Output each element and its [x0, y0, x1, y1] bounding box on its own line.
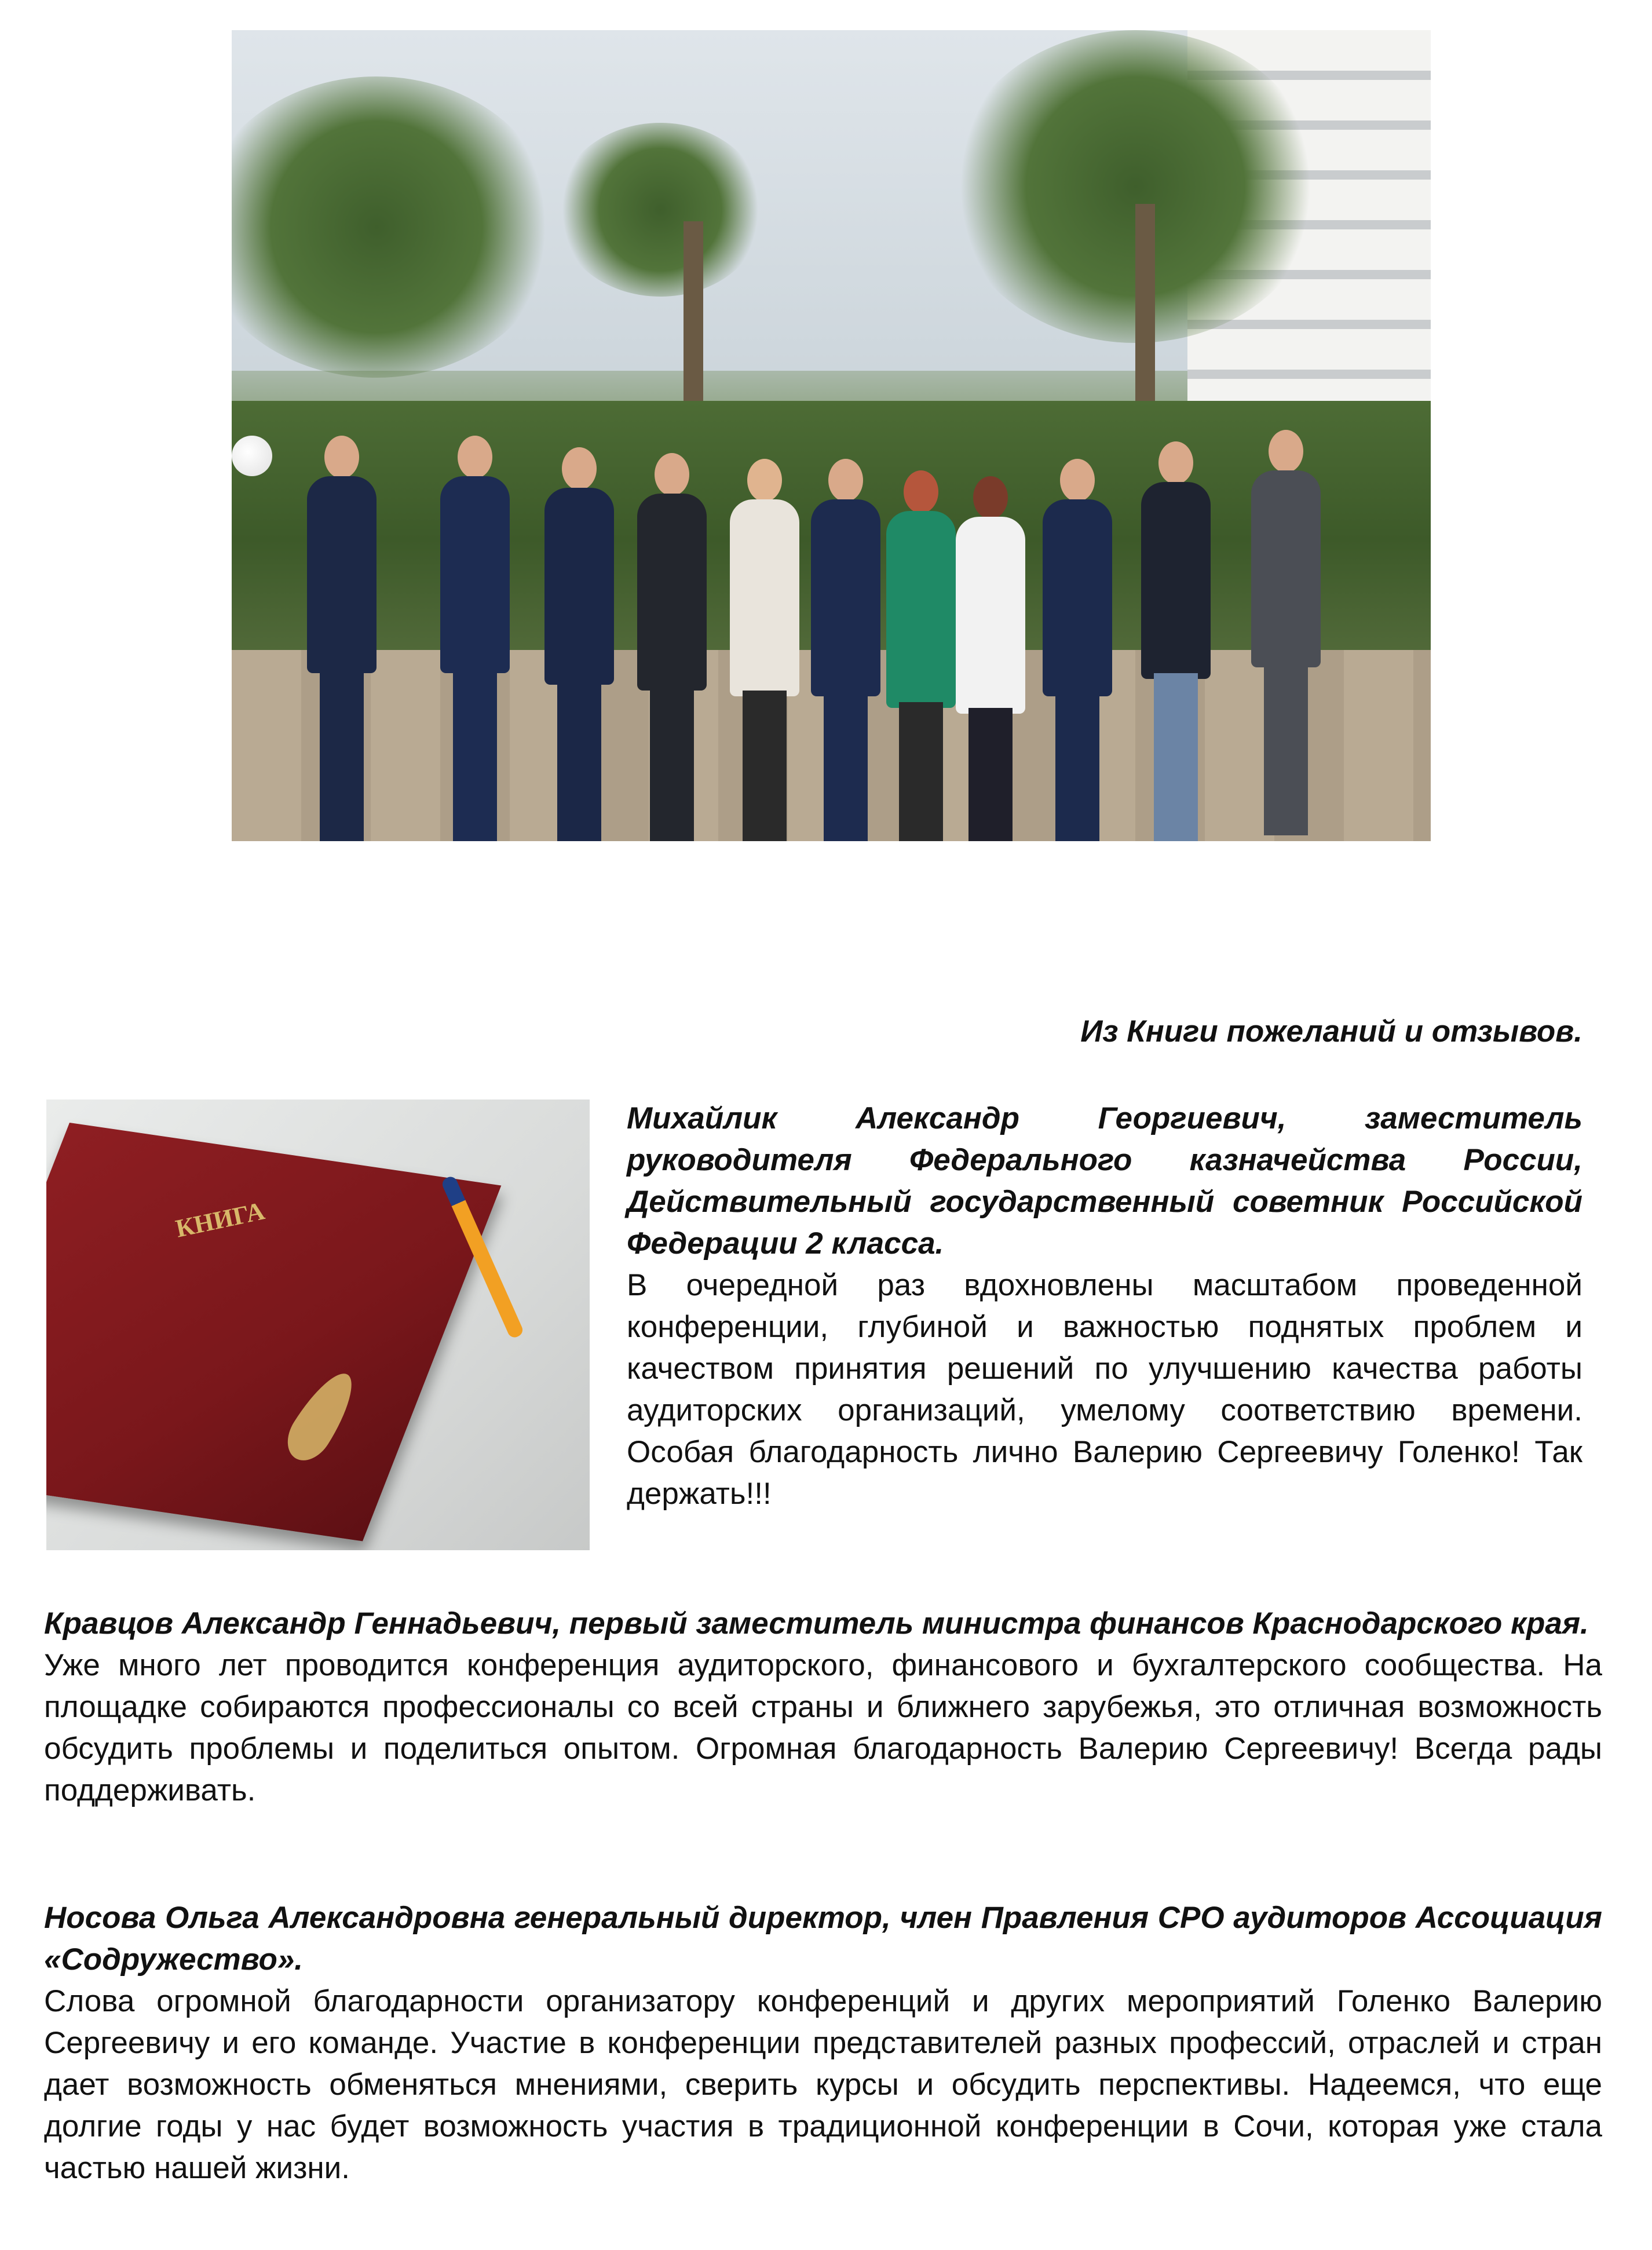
testimonial	[44, 1897, 1602, 2189]
testimonial-author: Носова Ольга Александровна генеральный директор, член Правления СРО аудиторов Ассоциация «Содружество».	[44, 1901, 1602, 1977]
testimonial	[627, 1098, 1582, 1515]
testimonial-author: Михайлик Александр Георгиевич, заместитель руководителя Федерального казначейства России, Действительный государственный советник Российской Федерации 2 класса.	[627, 1101, 1582, 1261]
testimonial-author: Кравцов Александр Геннадьевич, первый заместитель министра финансов Краснодарского края.	[44, 1606, 1589, 1641]
testimonial-text: В очередной раз вдохновлены масштабом проведенной конференции, глубиной и важностью поднятых проблем и качеством принятия решений по улучшению качества работы аудиторских организаций, умелому соответствию времени. Особая благодарность лично Валерию Сергеевичу Голенко! Так держать!!!	[627, 1268, 1582, 1511]
street-lamp	[232, 436, 272, 476]
section-title: Из Книги пожеланий и отзывов.	[1080, 1014, 1582, 1049]
group-photo	[232, 30, 1431, 841]
testimonial	[44, 1603, 1602, 1811]
book-cover-title: КНИГА	[173, 1196, 268, 1243]
testimonial-text: Слова огромной благодарности организатору конференций и других мероприятий Голенко Валерию Сергеевичу и его команде. Участие в конференции представителей разных профессий, отраслей и стран дает возможность обменяться мнениями, сверить курсы и обсудить перспективы. Надеемся, что еще долгие годы у нас будет возможность участия в традиционной конференции в Сочи, которая уже стала частью нашей жизни.	[44, 1984, 1602, 2185]
palm-tree	[556, 123, 765, 297]
testimonial-text: Уже много лет проводится конференция аудиторского, финансового и бухгалтерского сообщества. На площадке собираются профессионалы со всей страны и ближнего зарубежья, это отличная возможность обсудить проблемы и поделиться опытом. Огромная благодарность Валерию Сергеевичу! Всегда рады поддерживать.	[44, 1648, 1602, 1807]
feedback-book	[46, 1123, 501, 1542]
